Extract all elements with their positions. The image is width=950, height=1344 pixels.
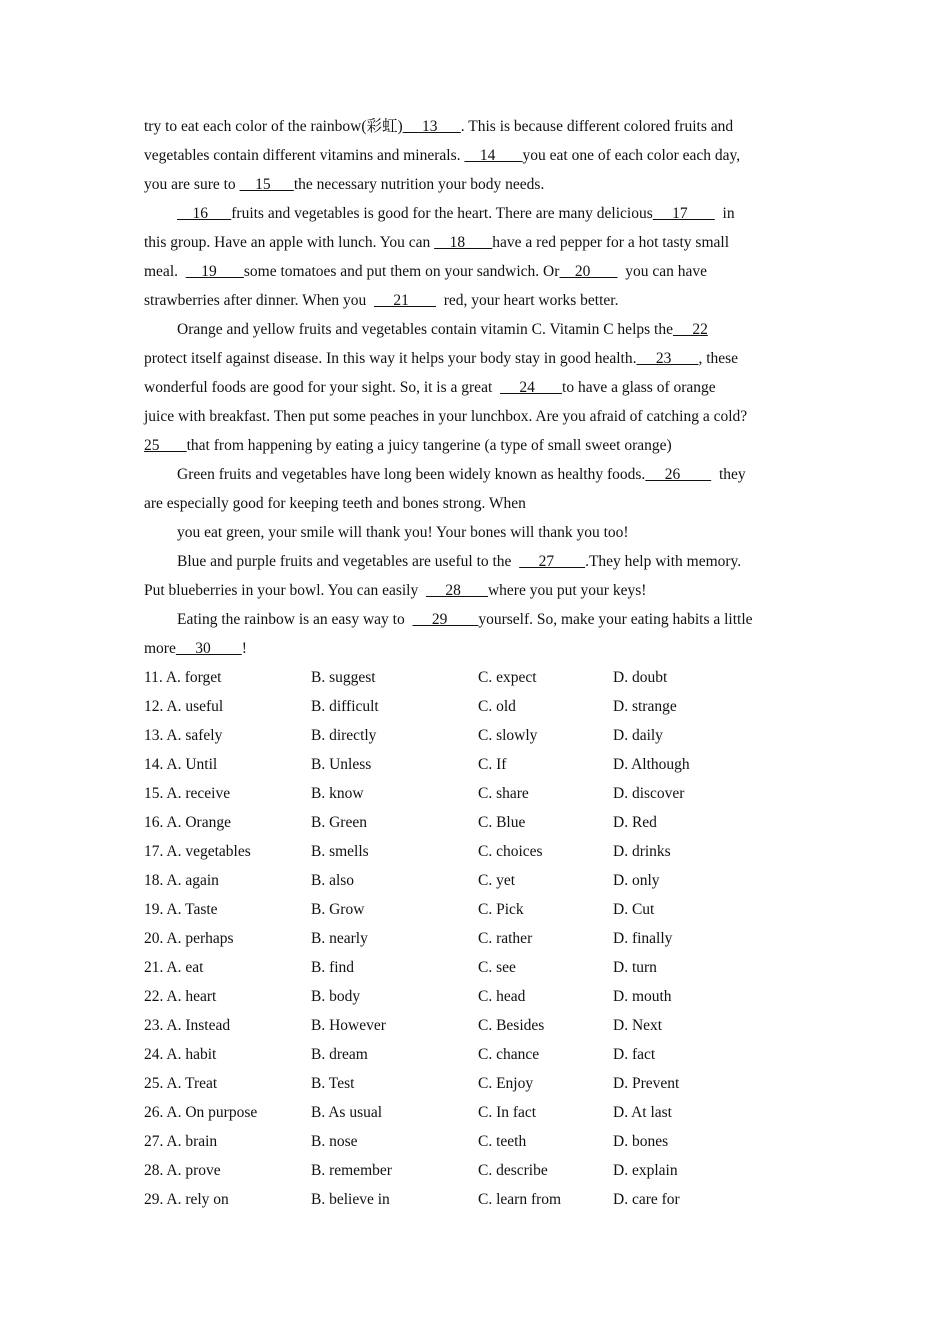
option-a: 17. A. vegetables bbox=[144, 843, 251, 860]
option-a: 23. A. Instead bbox=[144, 1017, 231, 1034]
option-row bbox=[144, 1098, 806, 1127]
option-c: C. head bbox=[478, 988, 526, 1005]
option-b: B. directly bbox=[311, 727, 377, 744]
option-c: C. choices bbox=[478, 843, 543, 860]
option-d: D. daily bbox=[613, 727, 663, 744]
passage-line: Eating the rainbow is an easy way to 29 yourself. So, make your eating habits a little bbox=[177, 611, 753, 628]
option-c: C. see bbox=[478, 959, 516, 976]
option-a: 14. A. Until bbox=[144, 756, 218, 773]
passage-line: you are sure to 15 the necessary nutrition your body needs. bbox=[144, 176, 545, 193]
option-a: 24. A. habit bbox=[144, 1046, 217, 1063]
option-c: C. Blue bbox=[478, 814, 526, 831]
option-d: D. Prevent bbox=[613, 1075, 680, 1092]
option-b: B. dream bbox=[311, 1046, 368, 1063]
option-b: B. difficult bbox=[311, 698, 379, 715]
passage-line: Blue and purple fruits and vegetables are useful to the 27 .They help with memory. bbox=[177, 553, 742, 570]
option-d: D. mouth bbox=[613, 988, 672, 1005]
option-d: D. finally bbox=[613, 930, 673, 947]
option-b: B. smells bbox=[311, 843, 369, 860]
blank-25: 25 bbox=[144, 437, 187, 454]
option-row bbox=[144, 692, 806, 721]
option-b: B. nearly bbox=[311, 930, 368, 947]
passage-line: protect itself against disease. In this way it helps your body stay in good health. 23 , these bbox=[144, 350, 739, 367]
option-c: C. If bbox=[478, 756, 507, 773]
blank-13: 13 bbox=[402, 118, 461, 135]
option-d: D. turn bbox=[613, 959, 657, 976]
blank-17: 17 bbox=[652, 205, 715, 222]
passage-line: wonderful foods are good for your sight. So, it is a great 24 to have a glass of orange bbox=[144, 379, 716, 396]
option-a: 28. A. prove bbox=[144, 1162, 221, 1179]
blank-15: 15 bbox=[239, 176, 294, 193]
option-b: B. suggest bbox=[311, 669, 376, 686]
option-d: D. Although bbox=[613, 756, 690, 773]
option-row bbox=[144, 837, 806, 866]
option-row bbox=[144, 779, 806, 808]
option-c: C. slowly bbox=[478, 727, 538, 744]
option-d: D. strange bbox=[613, 698, 677, 715]
option-b: B. Unless bbox=[311, 756, 372, 773]
blank-19: 19 bbox=[185, 263, 244, 280]
blank-14: 14 bbox=[464, 147, 523, 164]
blank-16: 16 bbox=[177, 205, 232, 222]
option-a: 16. A. Orange bbox=[144, 814, 231, 831]
passage-line: Put blueberries in your bowl. You can easily 28 where you put your keys! bbox=[144, 582, 647, 599]
option-row bbox=[144, 1011, 806, 1040]
option-d: D. drinks bbox=[613, 843, 671, 860]
option-b: B. nose bbox=[311, 1133, 358, 1150]
passage-line: 16 fruits and vegetables is good for the heart. There are many delicious 17 in bbox=[177, 205, 735, 222]
option-c: C. In fact bbox=[478, 1104, 537, 1121]
blank-21: 21 bbox=[373, 292, 436, 309]
passage-line: meal. 19 some tomatoes and put them on your sandwich. Or 20 you can have bbox=[144, 263, 708, 280]
option-d: D. Cut bbox=[613, 901, 655, 918]
passage-line: vegetables contain different vitamins and minerals. 14 you eat one of each color each day, bbox=[144, 147, 741, 164]
option-d: D. care for bbox=[613, 1191, 680, 1208]
option-b: B. believe in bbox=[311, 1191, 390, 1208]
option-row bbox=[144, 1040, 806, 1069]
option-row bbox=[144, 953, 806, 982]
option-c: C. yet bbox=[478, 872, 516, 889]
option-d: D. Red bbox=[613, 814, 657, 831]
passage-line: Orange and yellow fruits and vegetables contain vitamin C. Vitamin C helps the 22 bbox=[177, 321, 708, 338]
option-row bbox=[144, 982, 806, 1011]
option-b: B. Grow bbox=[311, 901, 365, 918]
option-c: C. old bbox=[478, 698, 516, 715]
passage-line: you eat green, your smile will thank you! Your bones will thank you too! bbox=[177, 524, 629, 541]
option-c: C. teeth bbox=[478, 1133, 527, 1150]
option-a: 11. A. forget bbox=[144, 669, 222, 686]
option-b: B. Green bbox=[311, 814, 367, 831]
option-row bbox=[144, 750, 806, 779]
passage-line: strawberries after dinner. When you 21 red, your heart works better. bbox=[144, 292, 619, 309]
passage-line: 25 that from happening by eating a juicy tangerine (a type of small sweet orange) bbox=[144, 437, 672, 454]
option-c: C. expect bbox=[478, 669, 537, 686]
option-row bbox=[144, 663, 806, 692]
option-b: B. also bbox=[311, 872, 355, 889]
option-b: B. remember bbox=[311, 1162, 392, 1179]
option-c: C. share bbox=[478, 785, 529, 802]
blank-28: 28 bbox=[425, 582, 488, 599]
option-a: 22. A. heart bbox=[144, 988, 217, 1005]
passage-line: more 30 ! bbox=[144, 640, 247, 657]
passage-line: try to eat each color of the rainbow(彩虹) 13 . This is because different colored fruits and bbox=[144, 118, 734, 135]
option-b: B. find bbox=[311, 959, 355, 976]
option-a: 13. A. safely bbox=[144, 727, 223, 744]
option-d: D. only bbox=[613, 872, 660, 889]
passage bbox=[144, 112, 806, 663]
option-c: C. rather bbox=[478, 930, 533, 947]
option-a: 20. A. perhaps bbox=[144, 930, 234, 947]
passage-line: this group. Have an apple with lunch. You can 18 have a red pepper for a hot tasty small bbox=[144, 234, 729, 251]
option-row bbox=[144, 1185, 806, 1214]
option-row bbox=[144, 721, 806, 750]
option-a: 18. A. again bbox=[144, 872, 219, 889]
passage-line: Green fruits and vegetables have long been widely known as healthy foods. 26 they bbox=[177, 466, 746, 483]
option-c: C. Pick bbox=[478, 901, 524, 918]
passage-line: juice with breakfast. Then put some peaches in your lunchbox. Are you afraid of catching a cold? bbox=[144, 408, 748, 425]
blank-26: 26 bbox=[645, 466, 712, 483]
option-row bbox=[144, 895, 806, 924]
option-b: B. Test bbox=[311, 1075, 355, 1092]
blank-23: 23 bbox=[636, 350, 699, 367]
option-c: C. describe bbox=[478, 1162, 548, 1179]
option-a: 21. A. eat bbox=[144, 959, 204, 976]
option-a: 29. A. rely on bbox=[144, 1191, 229, 1208]
option-d: D. At last bbox=[613, 1104, 672, 1121]
option-c: C. Besides bbox=[478, 1017, 545, 1034]
option-row bbox=[144, 1127, 806, 1156]
blank-18: 18 bbox=[434, 234, 493, 251]
option-b: B. know bbox=[311, 785, 364, 802]
blank-27: 27 bbox=[519, 553, 586, 570]
option-d: D. doubt bbox=[613, 669, 668, 686]
option-a: 27. A. brain bbox=[144, 1133, 218, 1150]
option-b: B. body bbox=[311, 988, 361, 1005]
option-row bbox=[144, 1069, 806, 1098]
option-a: 15. A. receive bbox=[144, 785, 231, 802]
option-a: 26. A. On purpose bbox=[144, 1104, 258, 1121]
option-row bbox=[144, 1156, 806, 1185]
answer-options bbox=[144, 663, 806, 1214]
blank-22: 22 bbox=[672, 321, 708, 338]
option-d: D. explain bbox=[613, 1162, 678, 1179]
option-d: D. discover bbox=[613, 785, 685, 802]
option-d: D. Next bbox=[613, 1017, 663, 1034]
option-row bbox=[144, 924, 806, 953]
option-c: C. chance bbox=[478, 1046, 540, 1063]
blank-30: 30 bbox=[175, 640, 242, 657]
option-a: 19. A. Taste bbox=[144, 901, 218, 918]
blank-24: 24 bbox=[500, 379, 563, 396]
option-c: C. learn from bbox=[478, 1191, 562, 1208]
option-row bbox=[144, 866, 806, 895]
option-b: B. As usual bbox=[311, 1104, 383, 1121]
blank-20: 20 bbox=[559, 263, 618, 280]
option-d: D. fact bbox=[613, 1046, 656, 1063]
option-row bbox=[144, 808, 806, 837]
blank-29: 29 bbox=[412, 611, 479, 628]
passage-line: are especially good for keeping teeth and bones strong. When bbox=[144, 495, 526, 512]
option-a: 12. A. useful bbox=[144, 698, 224, 715]
option-b: B. However bbox=[311, 1017, 386, 1034]
option-c: C. Enjoy bbox=[478, 1075, 534, 1092]
option-d: D. bones bbox=[613, 1133, 669, 1150]
option-a: 25. A. Treat bbox=[144, 1075, 218, 1092]
